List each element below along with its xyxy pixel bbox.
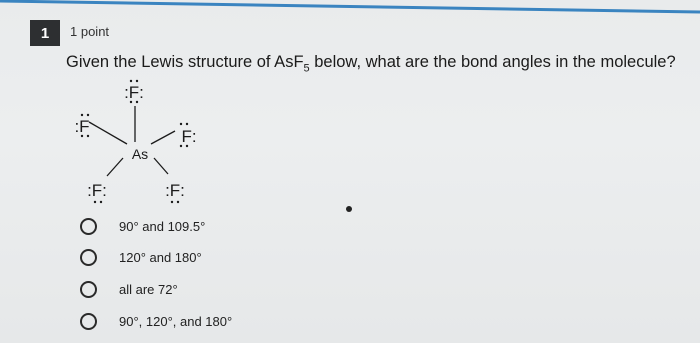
radio-button[interactable] <box>80 249 97 266</box>
option-label: all are 72° <box>119 281 178 297</box>
answer-option-2[interactable] <box>80 245 202 269</box>
stray-dot <box>346 206 352 212</box>
answer-option-4[interactable] <box>80 309 232 333</box>
question-text-main: Given the Lewis structure of AsF <box>66 53 304 71</box>
question-text <box>66 53 676 74</box>
fluorine-left: :F <box>74 117 90 136</box>
answer-option-1[interactable] <box>80 214 205 238</box>
question-text-end: below, what are the bond angles in the molecule? <box>309 53 676 71</box>
points-label: 1 point <box>70 24 110 39</box>
lewis-structure-diagram <box>55 76 225 208</box>
radio-button[interactable] <box>80 313 97 330</box>
bond-lines <box>89 106 175 176</box>
top-divider <box>0 0 700 14</box>
question-subscript: 5 <box>303 62 310 75</box>
radio-button[interactable] <box>80 281 97 298</box>
option-label: 90° and 109.5° <box>119 218 206 234</box>
option-label: 90°, 120°, and 180° <box>119 313 233 329</box>
central-atom-as: As <box>131 146 149 162</box>
question-number-badge: 1 <box>30 20 60 46</box>
fluorine-bottom-left: :F: <box>87 181 107 200</box>
fluorine-bottom-right: :F: <box>165 181 185 200</box>
option-label: 120° and 180° <box>119 249 202 265</box>
radio-button[interactable] <box>80 218 97 235</box>
answer-option-3[interactable] <box>80 277 178 301</box>
fluorine-top: :F: <box>124 83 144 102</box>
fluorine-right: F: <box>181 127 197 146</box>
